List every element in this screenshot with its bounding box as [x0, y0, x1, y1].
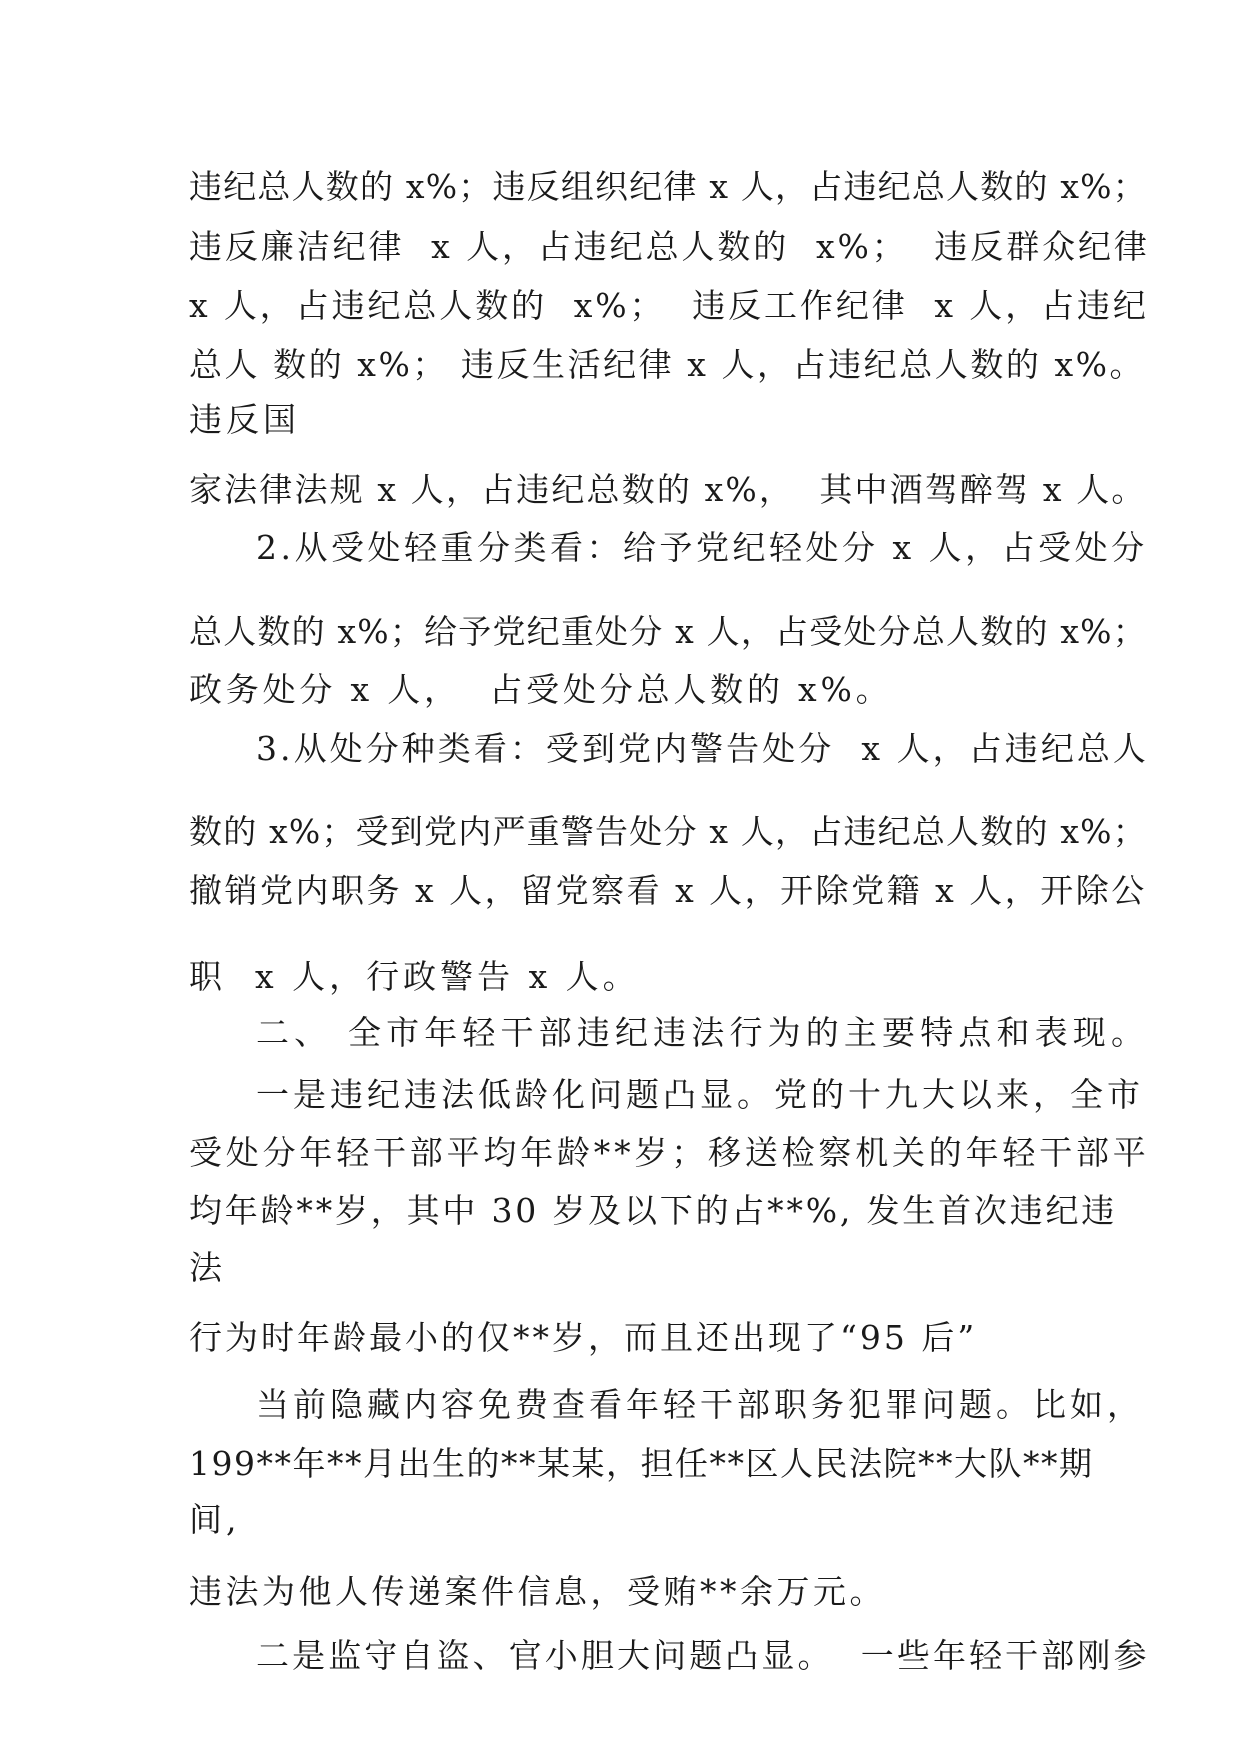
text-line: 数的 x%；受到党内严重警告处分 x 人，占违纪总人数的 x%；	[189, 812, 1147, 851]
text-line: 二是监守自盗、官小胆大问题凸显。 一些年轻干部刚参	[256, 1636, 1150, 1675]
section-heading: 二、 全市年轻干部违纪违法行为的主要特点和表现。	[256, 1013, 1150, 1052]
text-line: 均年龄**岁，其中 30 岁及以下的占**%, 发生首次违纪违	[189, 1191, 1118, 1230]
text-line: 职 x 人，行政警告 x 人。	[189, 957, 640, 996]
text-line: 受处分年轻干部平均年龄**岁；移送检察机关的年轻干部平	[189, 1133, 1150, 1172]
text-line: 家法律法规 x 人，占违纪总数的 x%， 其中酒驾醉驾 x 人。	[189, 470, 1147, 509]
text-line: 199**年**月出生的**某某，担任**区人民法院**大队**期	[189, 1444, 1094, 1483]
text-line: 3.从处分种类看：受到党内警告处分 x 人，占违纪总人	[256, 729, 1149, 768]
text-line: 总人数的 x%；给予党纪重处分 x 人，占受处分总人数的 x%；	[189, 612, 1147, 651]
text-line: 一是违纪违法低龄化问题凸显。党的十九大以来，全市	[256, 1075, 1144, 1114]
text-line: 当前隐藏内容免费查看年轻干部职务犯罪问题。比如，	[256, 1385, 1144, 1424]
text-line: 行为时年龄最小的仅**岁，而且还出现了“95 后”	[189, 1318, 978, 1357]
text-line: 违反廉洁纪律 x 人，占违纪总人数的 x%； 违反群众纪律	[189, 227, 1150, 266]
text-line: 总人 数的 x%； 违反生活纪律 x 人，占违纪总人数的 x%。	[189, 345, 1146, 384]
text-line: 法	[189, 1248, 226, 1287]
text-line: 2.从受处轻重分类看：给予党纪轻处分 x 人，占受处分	[256, 528, 1148, 567]
text-line: 违法为他人传递案件信息，受贿**余万元。	[189, 1572, 886, 1611]
text-line: 违反国	[189, 400, 300, 439]
text-line: 撤销党内职务 x 人，留党察看 x 人，开除党籍 x 人，开除公	[189, 871, 1147, 910]
text-line: 政务处分 x 人， 占受处分总人数的 x%。	[189, 670, 893, 709]
text-line: 间,	[189, 1500, 241, 1539]
text-line: 违纪总人数的 x%；违反组织纪律 x 人，占违纪总人数的 x%；	[189, 167, 1147, 206]
text-line: x 人，占违纪总人数的 x%； 违反工作纪律 x 人，占违纪	[189, 286, 1149, 325]
